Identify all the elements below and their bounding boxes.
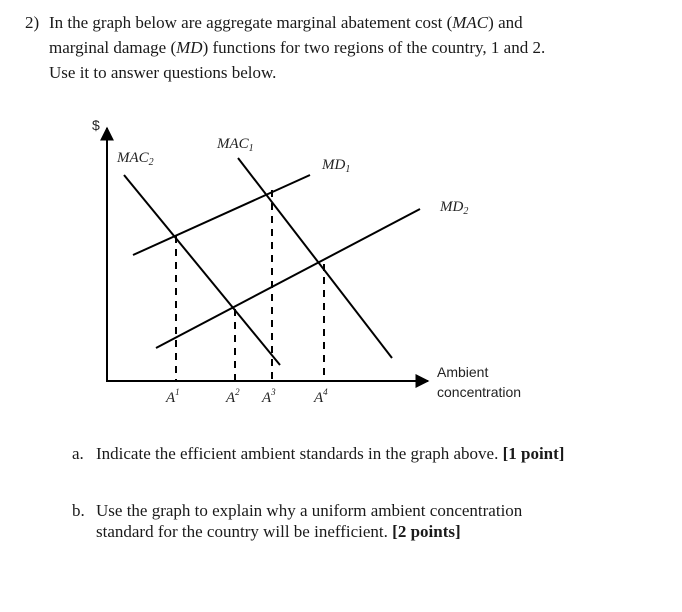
mac1-label: $MAC_1$: [217, 136, 254, 154]
x-axis-label-line-1: Ambient: [437, 364, 489, 380]
question-mac-term: MAC: [452, 13, 489, 32]
item-b-points: [2 points]: [392, 522, 461, 541]
mac2-label: $MAC_2$: [117, 150, 154, 168]
md2-label: $MD_2$: [440, 199, 469, 217]
item-a-text: Indicate the efficient ambient standards in the graph above.: [96, 444, 499, 463]
question-line-2-start: marginal damage (: [49, 38, 177, 57]
question-line-1-start: In the graph below are aggregate marginal abatement cost (: [49, 13, 453, 32]
md2-curve: [156, 209, 420, 348]
tick-label-a1: $A^1$: [166, 387, 180, 406]
question-md-term: MD: [176, 38, 203, 57]
item-a-body: [96, 443, 652, 464]
mac2-curve: [124, 175, 280, 365]
question-line-2-end: ) functions for two regions of the country, 1 and 2.: [202, 38, 546, 57]
mac1-curve: [238, 158, 392, 358]
tick-label-a2: $A^2$: [226, 387, 240, 406]
md1-label: $MD_1$: [322, 157, 351, 175]
y-axis-label: $: [92, 117, 100, 133]
x-axis-label-line-2: concentration: [437, 384, 522, 400]
item-b-body: [96, 500, 652, 542]
item-b-marker: b.: [72, 501, 85, 520]
item-a-marker: a.: [72, 444, 84, 463]
item-b-text-line-1: Use the graph to explain why a uniform ambient concentration: [96, 501, 523, 520]
tick-label-a3: $A^3$: [262, 387, 276, 406]
md1-curve: [133, 175, 310, 255]
question-line-1-end: ) and: [488, 13, 523, 32]
tick-label-a4: $A^4$: [314, 387, 328, 406]
question-number: 2): [25, 13, 40, 32]
item-b-text-line-2: standard for the country will be inefficient.: [96, 522, 388, 541]
question-line-3: Use it to answer questions below.: [49, 63, 277, 82]
item-a-points: [1 point]: [502, 444, 565, 463]
